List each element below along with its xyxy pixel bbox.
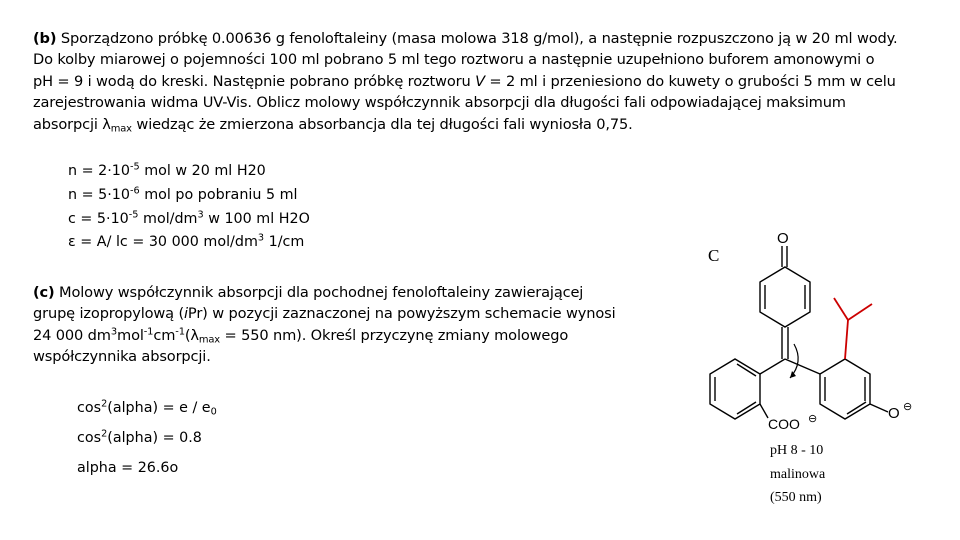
question-b-line-2: Do kolby miarowej o pojemności 100 ml pobrano 5 ml tego roztworu a następnie uzupełniono buforem amonowymi o bbox=[33, 51, 875, 69]
question-b-label: (b) bbox=[33, 30, 57, 47]
isopropyl-group bbox=[834, 298, 872, 359]
question-c-label: (c) bbox=[33, 284, 55, 301]
question-c-line-1: (c) Molowy współczynnik absorpcji dla pochodnej fenoloftaleiny zawierającej bbox=[33, 284, 584, 301]
volume-symbol: V bbox=[475, 72, 485, 90]
calc-line-1: $n = 2\cdot 10^{-5}$ mol w 20 ml H20 bbox=[68, 161, 266, 179]
question-c-line-3: 24 000 $dm^3mol^{-1}cm^{-1}(\lambda_{max} = 550$ nm). Określ przyczynę zmiany molowego bbox=[33, 326, 569, 346]
calc-line-4: ε = A/ lc = 30 000 mol/$dm^3$ 1/cm bbox=[68, 233, 305, 251]
question-c-line-2: grupę izopropylową (iPr) w pozycji zaznaczonej na powyższym schemacie wynosi bbox=[33, 305, 616, 323]
rotation-arrow-head bbox=[790, 371, 796, 378]
calc-line-2: $n = 5\cdot 10^{-6}$ mol po pobraniu 5 ml bbox=[68, 185, 298, 203]
quinoid-ring bbox=[760, 246, 810, 359]
calc-line-3: $c = 5\cdot 10^{-5}$ mol/$dm^3$ w 100 ml H2O bbox=[68, 209, 310, 227]
wavelength-label: (550 nm) bbox=[770, 490, 822, 505]
ph-range: pH 8 - 10 bbox=[770, 443, 824, 458]
question-c bbox=[33, 282, 633, 368]
structure-label-c: C bbox=[708, 246, 720, 265]
calculations bbox=[68, 160, 310, 255]
answer-line-2: $\cos^2(alpha) = 0.8$ bbox=[77, 428, 202, 446]
charge-o: ⊖ bbox=[903, 401, 913, 413]
color-name: malinowa bbox=[770, 467, 826, 482]
question-b-line-5: absorpcji $\lambda_{max}$ wiedząc że zmierzona absorbancja dla tej długości fali wyniosła 0,75. bbox=[33, 115, 633, 135]
question-b-line-4: zarejestrowania widma UV-Vis. Oblicz molowy współczynnik absorpcji dla długości fali odpowiadającej maksimum bbox=[33, 94, 846, 112]
carboxylate-group: COO bbox=[768, 416, 800, 432]
charge-coo: ⊖ bbox=[808, 413, 818, 425]
answer-line-3: alpha = 26.6o bbox=[77, 460, 179, 476]
answer bbox=[77, 400, 217, 490]
question-c-line-4: współczynnika absorpcji. bbox=[33, 348, 211, 366]
phenolate-ring bbox=[785, 359, 888, 419]
chemical-structure bbox=[690, 222, 930, 512]
benzoate-ring bbox=[710, 359, 785, 419]
atom-o-minus: O bbox=[888, 405, 900, 422]
question-b-line-3: pH = 9 i wodą do kreski. Następnie pobrano próbkę roztworu V = 2 ml i przeniesiono do kuwety o grubości 5 mm w celu bbox=[33, 72, 896, 90]
question-b-line-1: (b) Sporządzono próbkę 0.00636 g fenoloftaleiny (masa molowa 318 g/mol), a następnie rozpuszczono ją w 20 ml wody. bbox=[33, 30, 898, 47]
atom-o-top: O bbox=[777, 230, 789, 247]
question-b bbox=[33, 28, 933, 135]
answer-line-1: $\cos^2(alpha) = e / e_0$ bbox=[77, 398, 217, 418]
